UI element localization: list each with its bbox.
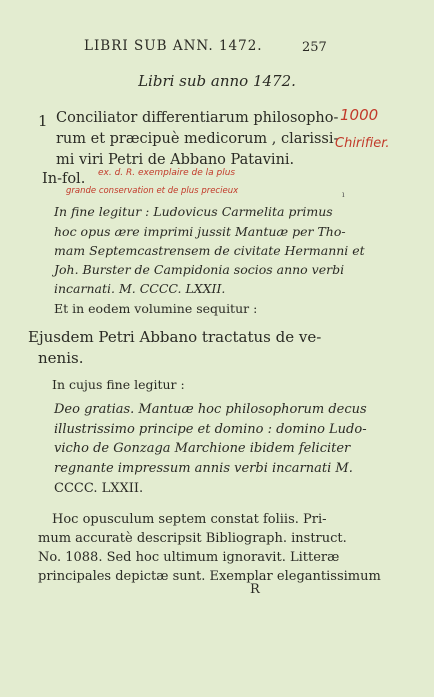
margin-mark: ı: [342, 190, 345, 199]
colophon-line: Deo gratias. Mantuæ hoc philosophorum decus: [54, 402, 367, 417]
colophon-line: In fine legitur : Ludovicus Carmelita primus: [54, 204, 333, 219]
colophon-line: illustrissimo principe et domino : domino Ludo-: [54, 422, 367, 437]
colophon-line: mam Septemcastrensem de civitate Hermanni et: [54, 243, 365, 258]
entry-number: 1: [38, 112, 48, 130]
catchword: R: [250, 582, 260, 597]
handwritten-margin-note: Chirifier.: [335, 136, 390, 151]
description-line: principales depictæ sunt. Exemplar elegantissimum: [38, 569, 381, 584]
entry-title-line: rum et præcipuè medicorum , clarissi-: [56, 131, 339, 147]
colophon-line: Joh. Burster de Campidonia socios anno verbi: [54, 262, 345, 277]
description-line: Hoc opusculum septem constat foliis. Pri-: [52, 512, 327, 527]
handwritten-inline-note: ex. d. R. exemplaire de la plus: [98, 168, 236, 178]
following-note: Et in eodem volumine sequitur :: [54, 301, 258, 316]
colophon-line: incarnati. M. CCCC. LXXII.: [54, 281, 226, 296]
running-title: LIBRI SUB ANN. 1472.: [84, 38, 263, 54]
description-line: No. 1088. Sed hoc ultimum ignoravit. Litteræ: [38, 550, 340, 565]
section-subtitle: Libri sub anno 1472.: [138, 72, 296, 90]
entry-format: In-fol.: [42, 171, 86, 187]
page-number: 257: [302, 40, 327, 55]
colophon-line: CCCC. LXXII.: [54, 481, 144, 496]
entry-title-line: Conciliator differentiarum philosopho-: [56, 110, 339, 126]
entry-title-line: mi viri Petri de Abbano Patavini.: [56, 152, 295, 168]
colophon-line: hoc opus ære imprimi jussit Mantuæ per Tho-: [54, 224, 346, 239]
handwritten-price-note: 1000: [340, 106, 379, 124]
colophon-line: vicho de Gonzaga Marchione ibidem feliciter: [54, 441, 351, 456]
second-title-line: nenis.: [38, 349, 84, 367]
colophon-intro: In cujus fine legitur :: [52, 377, 185, 392]
description-line: mum accuratè descripsit Bibliograph. instruct.: [38, 531, 347, 546]
second-title-line: Ejusdem Petri Abbano tractatus de ve-: [28, 328, 322, 346]
colophon-line: regnante impressum annis verbi incarnati M.: [54, 461, 353, 476]
handwritten-below-note: grande conservation et de plus precieux: [66, 186, 239, 196]
